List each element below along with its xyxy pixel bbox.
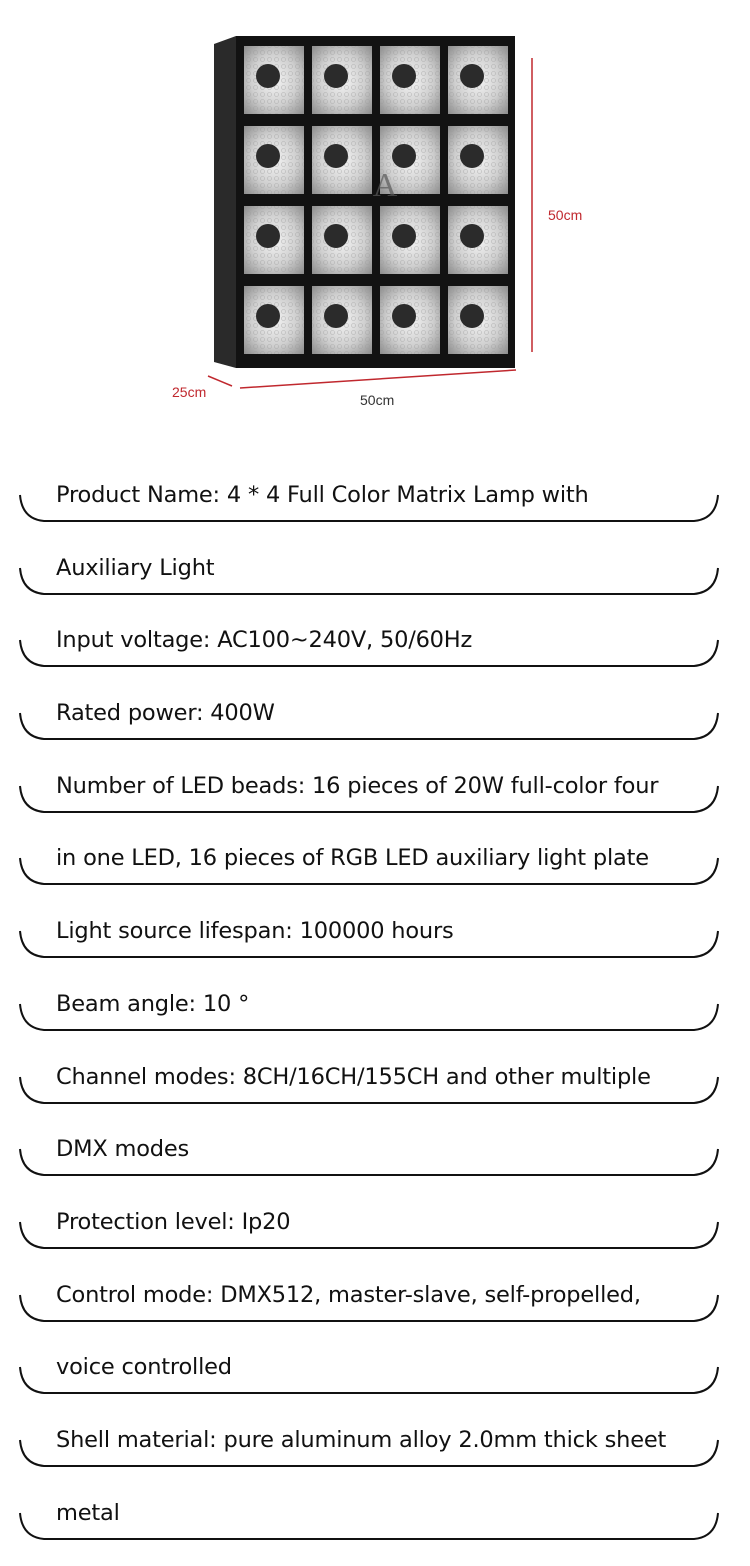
spec-text: Product Name: 4 * 4 Full Color Matrix Lamp with: [56, 482, 589, 508]
led-reflector-cell: [448, 126, 508, 194]
led-reflector-cell: [312, 46, 372, 114]
led-reflector-cell: [380, 46, 440, 114]
spec-text: Channel modes: 8CH/16CH/155CH and other multiple: [56, 1063, 651, 1090]
height-dimension-label: 50cm: [548, 207, 583, 223]
led-reflector-cell: [312, 126, 372, 194]
spec-text: Input voltage: AC100~240V, 50/60Hz: [56, 627, 473, 654]
width-dimension-label: 50cm: [360, 392, 395, 408]
spec-line: [0, 610, 750, 683]
product-image: [0, 0, 750, 430]
spec-line: [0, 1483, 750, 1556]
led-reflector-cell: [448, 286, 508, 354]
spec-line: [0, 1119, 750, 1192]
spec-line: [0, 1047, 750, 1120]
spec-text: Shell material: pure aluminum alloy 2.0mm thick sheet: [56, 1426, 667, 1453]
led-reflector-cell: [312, 286, 372, 354]
spec-line: [0, 1337, 750, 1410]
spec-text: Auxiliary Light: [56, 554, 215, 581]
spec-text: Light source lifespan: 100000 hours: [56, 918, 454, 945]
led-reflector-cell: [448, 46, 508, 114]
spec-text: voice controlled: [56, 1354, 232, 1381]
spec-line: [0, 974, 750, 1047]
spec-text: Number of LED beads: 16 pieces of 20W full-color four: [56, 772, 659, 799]
spec-line: [0, 1410, 750, 1483]
led-reflector-cell: [448, 206, 508, 274]
matrix-lamp-illustration: [0, 0, 750, 430]
spec-text: Protection level: Ip20: [56, 1208, 291, 1235]
spec-line: [0, 756, 750, 829]
led-reflector-cell: [312, 206, 372, 274]
spec-underline: [18, 1483, 720, 1541]
led-reflector-cell: [380, 286, 440, 354]
spec-line: [0, 538, 750, 611]
led-reflector-cell: [244, 286, 304, 354]
spec-text: metal: [56, 1499, 120, 1526]
spec-line: [0, 901, 750, 974]
spec-text: Beam angle: 10 °: [56, 990, 250, 1017]
spec-text: in one LED, 16 pieces of RGB LED auxiliary light plate: [56, 845, 649, 872]
spec-line: [0, 1192, 750, 1265]
spec-line: [0, 465, 750, 538]
led-reflector-cell: [380, 206, 440, 274]
spec-list: [0, 465, 750, 1555]
spec-text: DMX modes: [56, 1136, 190, 1163]
led-reflector-cell: [244, 46, 304, 114]
svg-text:A: A: [372, 167, 398, 204]
spec-line: [0, 683, 750, 756]
spec-text: Control mode: DMX512, master-slave, self-propelled,: [56, 1281, 641, 1308]
spec-text: Rated power: 400W: [56, 700, 275, 727]
spec-line: [0, 828, 750, 901]
led-reflector-cell: [244, 206, 304, 274]
depth-dimension-label: 25cm: [172, 384, 207, 400]
led-reflector-cell: [244, 126, 304, 194]
spec-line: [0, 1265, 750, 1338]
